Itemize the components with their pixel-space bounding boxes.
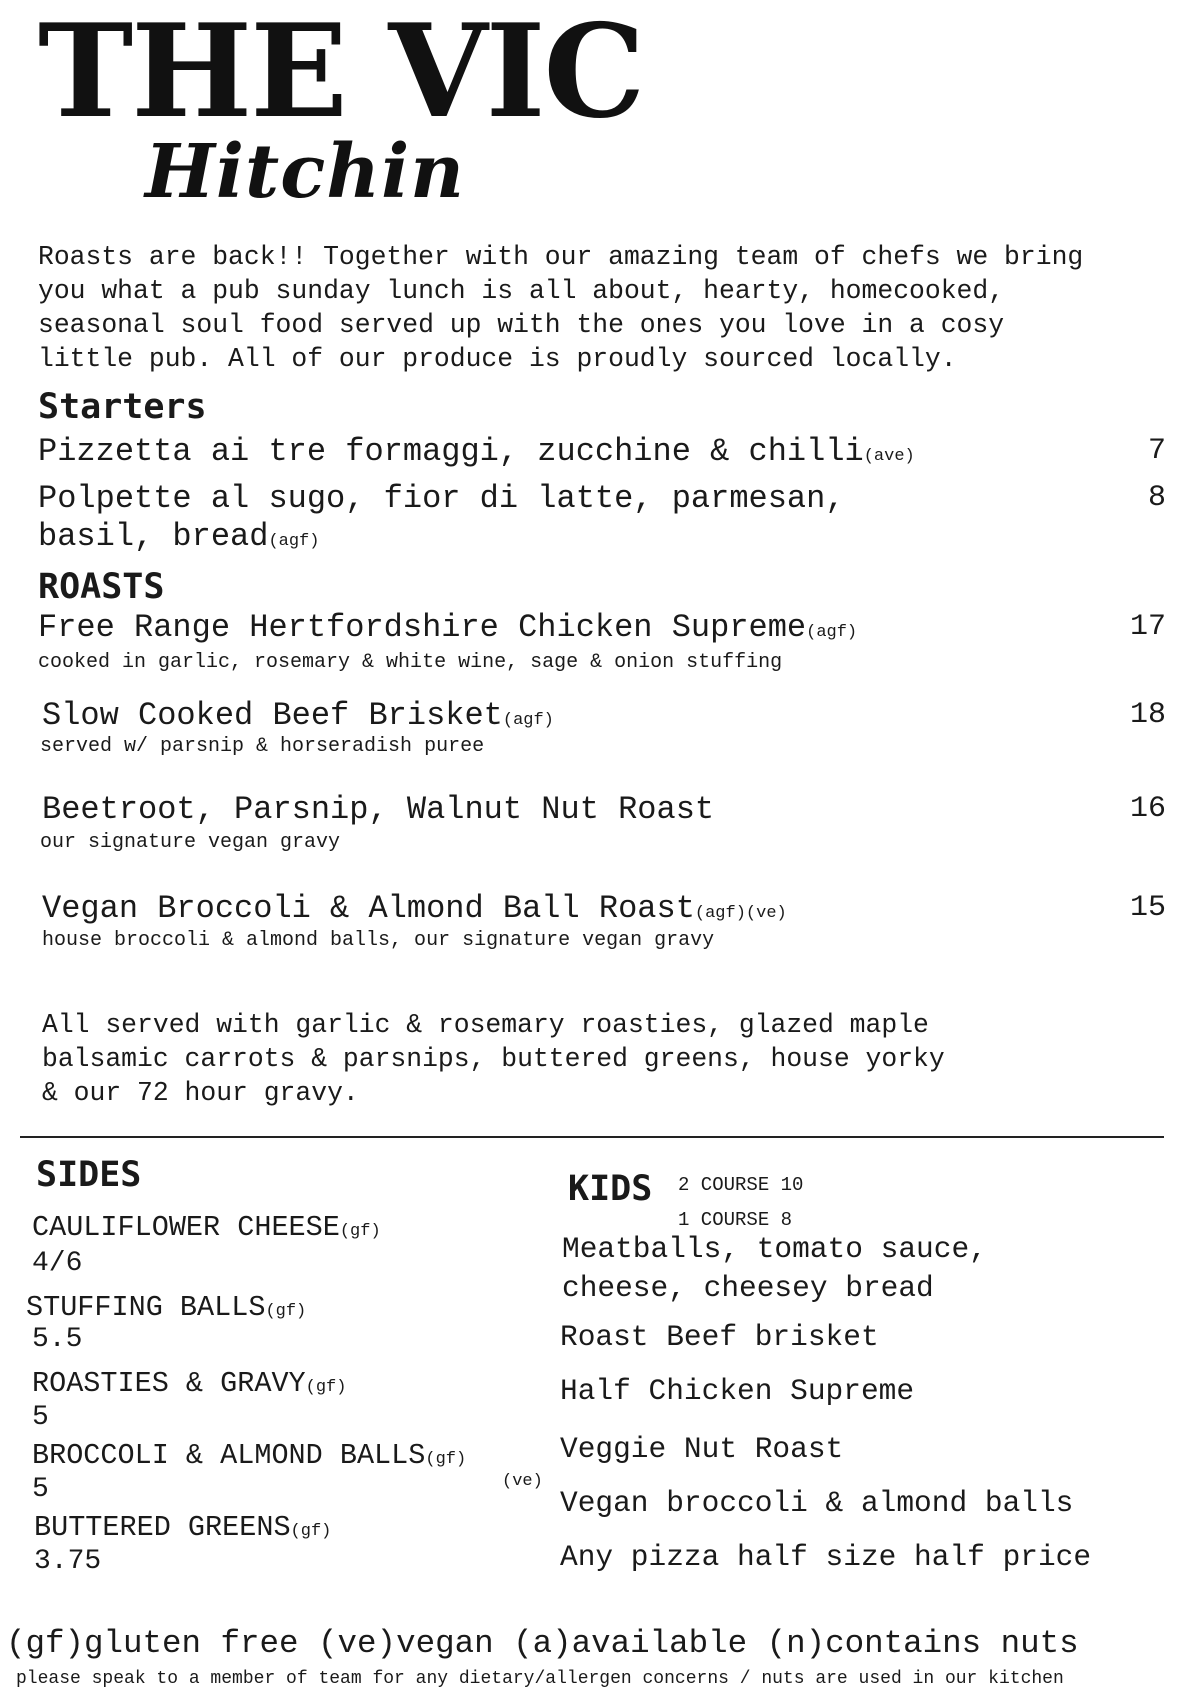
side-item-name: BUTTERED GREENS <box>34 1511 291 1544</box>
roast-item-brisket <box>42 697 554 734</box>
dietary-tag-vegan: (ve) <box>502 1472 543 1491</box>
dietary-tag: (agf)(ve) <box>694 904 787 923</box>
roast-item-chicken <box>38 609 858 646</box>
side-price-roasties: 5 <box>32 1402 49 1433</box>
roast-item-name: Slow Cooked Beef Brisket <box>42 697 503 734</box>
roasts-heading: ROASTS <box>38 567 165 607</box>
starter-item-name: Pizzetta ai tre formaggi, zucchine & chilli <box>38 433 864 470</box>
side-price-stuffing: 5.5 <box>32 1324 83 1355</box>
roast-item-name: Free Range Hertfordshire Chicken Supreme <box>38 609 807 646</box>
side-item-name: ROASTIES & GRAVY <box>32 1367 306 1400</box>
roast-desc-vegan-ball: house broccoli & almond balls, our signature vegan gravy <box>42 929 715 952</box>
roast-item-vegan-ball <box>42 890 787 927</box>
allergen-notice: please speak to a member of team for any dietary/allergen concerns / nuts are used in our kitchen <box>16 1669 1064 1689</box>
side-item-greens <box>34 1511 332 1544</box>
roast-item-name: Beetroot, Parsnip, Walnut Nut Roast <box>42 791 715 828</box>
kids-item-pizza: Any pizza half size half price <box>560 1540 1092 1574</box>
side-item-stuffing <box>26 1291 307 1324</box>
roast-price-chicken: 17 <box>1129 610 1166 644</box>
dietary-tag: (agf) <box>268 532 320 551</box>
side-item-roasties <box>32 1367 347 1400</box>
side-item-name: CAULIFLOWER CHEESE <box>32 1211 340 1244</box>
roast-desc-nut-roast: our signature vegan gravy <box>40 831 341 854</box>
kids-item-brisket: Roast Beef brisket <box>560 1320 879 1354</box>
side-price-cauliflower: 4/6 <box>32 1248 83 1279</box>
kids-two-course-price: 2 COURSE 10 <box>678 1174 804 1196</box>
starter-item-polpette-line2 <box>38 518 320 555</box>
dietary-tag: (gf) <box>425 1450 467 1469</box>
kids-one-course-price: 1 COURSE 8 <box>678 1209 793 1231</box>
brand-logo: THE VIC <box>38 0 644 147</box>
dietary-tag: (gf) <box>339 1222 381 1241</box>
dietary-legend: (gf)gluten free (ve)vegan (a)available (n)contains nuts <box>6 1625 1079 1662</box>
starter-price-pizzetta: 7 <box>1147 434 1166 468</box>
starter-item-name: basil, bread <box>38 518 269 555</box>
side-item-name: BROCCOLI & ALMOND BALLS <box>32 1439 426 1472</box>
roast-price-brisket: 18 <box>1129 698 1166 732</box>
roast-desc-chicken: cooked in garlic, rosemary & white wine, sage & onion stuffing <box>38 651 783 674</box>
side-item-cauliflower <box>32 1211 381 1244</box>
dietary-tag: (gf) <box>305 1378 347 1397</box>
side-price-greens: 3.75 <box>34 1546 102 1577</box>
brand-location: Hitchin <box>145 129 465 215</box>
sides-heading: SIDES <box>36 1155 142 1195</box>
starter-price-polpette: 8 <box>1147 481 1166 515</box>
side-item-broccoli <box>32 1439 467 1472</box>
kids-item-chicken: Half Chicken Supreme <box>560 1374 915 1408</box>
kids-item-nut-roast: Veggie Nut Roast <box>560 1432 844 1466</box>
kids-item-meatballs: Meatballs, tomato sauce, cheese, cheesey bread <box>562 1232 987 1305</box>
roast-item-nut-roast <box>42 791 715 828</box>
side-price-broccoli: 5 <box>32 1474 49 1505</box>
roast-price-vegan-ball: 15 <box>1129 891 1166 925</box>
roast-price-nut-roast: 16 <box>1129 792 1166 826</box>
dietary-tag: (ave) <box>863 447 915 466</box>
roasts-served-with-note: All served with garlic & rosemary roasties, glazed maple balsamic carrots & parsnips, buttered greens, house yorky & our 72 hour gravy. <box>42 1010 945 1108</box>
dietary-tag: (agf) <box>502 711 554 730</box>
kids-heading: KIDS <box>568 1169 653 1209</box>
starter-item-polpette-line1: Polpette al sugo, fior di latte, parmesan, <box>38 480 845 517</box>
roast-desc-brisket: served w/ parsnip & horseradish puree <box>40 735 485 758</box>
starter-item-pizzetta <box>38 433 915 470</box>
side-item-name: STUFFING BALLS <box>26 1291 266 1324</box>
starters-heading: Starters <box>38 387 207 427</box>
section-divider <box>20 1136 1164 1138</box>
dietary-tag: (gf) <box>265 1302 307 1321</box>
dietary-tag: (agf) <box>806 623 858 642</box>
intro-text: Roasts are back!! Together with our amazing team of chefs we bring you what a pub sunday lunch is all about, hearty, homecooked, seasonal soul food served up with the ones you love in a cosy little pub. All of our produce is proudly sourced locally. <box>38 242 1084 374</box>
kids-item-vegan-balls: Vegan broccoli & almond balls <box>560 1486 1074 1520</box>
roast-item-name: Vegan Broccoli & Almond Ball Roast <box>42 890 695 927</box>
dietary-tag: (gf) <box>290 1522 332 1541</box>
